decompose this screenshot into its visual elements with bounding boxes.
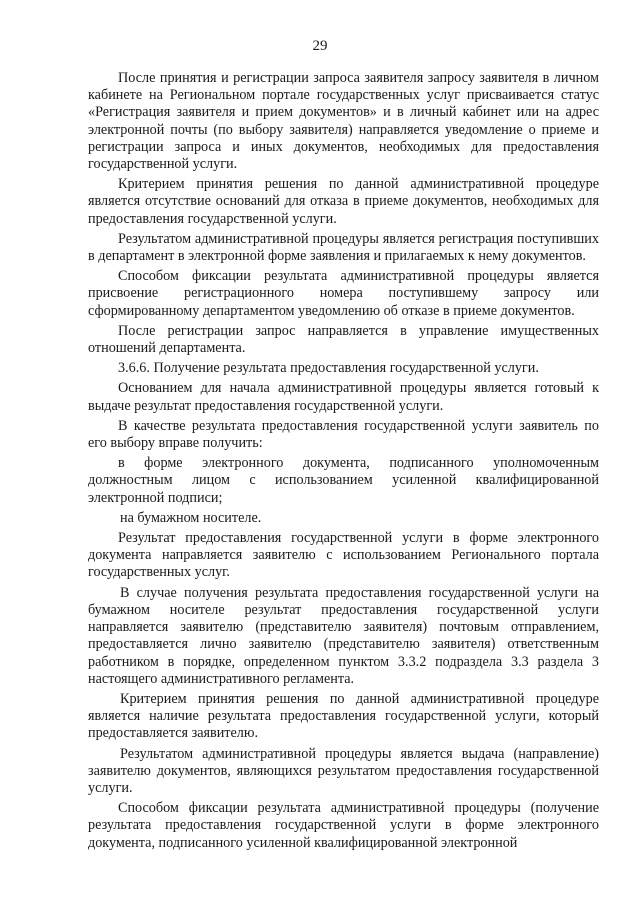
paragraph: Результатом административной процедуры является регистрация поступивших в департамент в электронной форме заявления и прилагаемых к нему документов.: [88, 230, 599, 265]
paragraph: Критерием принятия решения по данной административной процедуре является наличие результата предоставления государственной услуги, который предоставляется заявителю.: [88, 690, 599, 742]
paragraph: В случае получения результата предоставления государственной услуги на бумажном носителе результат предоставления государственной услуги направляется заявителю (представителю заявителя) почтовым отправлением, предоставляется лично заявителю (представителю заявителя) ответственным работником в порядке, определенном пунктом 3.3.2 подраздела 3.3 раздела 3 настоящего административного регламента.: [88, 584, 599, 687]
paragraph: Основанием для начала административной процедуры является готовый к выдаче результат предоставления государственной услуги.: [88, 380, 599, 414]
list-item: в форме электронного документа, подписанного уполномоченным должностным лицом с использованием усиленной квалифицированной электронной подписи;: [88, 455, 599, 506]
paragraph: После принятия и регистрации запроса заявителя запросу заявителя в личном кабинете на Региональном портале государственных услуг присваивается статус «Регистрация заявителя и прием документов» и в личный кабинет или на адрес электронной почты (по выбору заявителя) направляется уведомление о приеме и регистрации запроса и иных документов, необходимых для предоставления государственной услуги.: [88, 70, 599, 173]
section-heading: 3.6.6. Получение результата предоставления государственной услуги.: [118, 360, 539, 377]
paragraph: После регистрации запрос направляется в управление имущественных отношений департамента.: [88, 322, 599, 357]
paragraph: Критерием принятия решения по данной административной процедуре является отсутствие оснований для отказа в приеме документов, необходимых для предоставления государственной услуги.: [88, 176, 599, 227]
paragraph: В качестве результата предоставления государственной услуги заявитель по его выбору вправе получить:: [88, 417, 599, 452]
page-body: [88, 70, 599, 855]
paragraph: Результат предоставления государственной услуги в форме электронного документа направляется заявителю с использованием Регионального портала государственных услуг.: [88, 530, 599, 581]
list-item: на бумажном носителе.: [120, 509, 262, 526]
paragraph: Способом фиксации результата административной процедуры является присвоение регистрационного номера поступившему запросу или сформированному департаментом уведомлению об отказе в приеме документов.: [88, 268, 599, 319]
paragraph: Результатом административной процедуры является выдача (направление) заявителю документов, являющихся результатом предоставления государственной услуги.: [88, 745, 599, 796]
page-number: 29: [312, 38, 328, 54]
paragraph: Способом фиксации результата административной процедуры (получение результата предоставления государственной услуги в форме электронного документа, подписанного усиленной квалифицированной электронной: [88, 800, 599, 851]
